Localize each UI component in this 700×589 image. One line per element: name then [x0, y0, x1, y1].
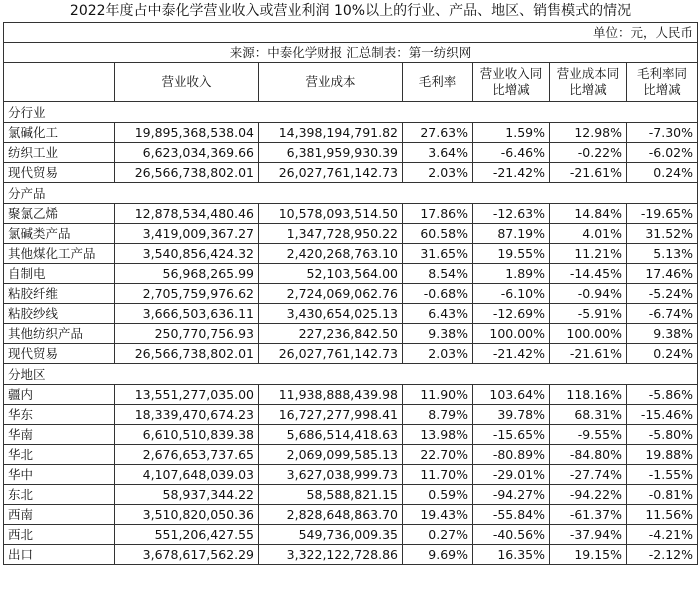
table-cell: 103.64%: [473, 385, 550, 405]
table-row: [4, 505, 698, 525]
page-title: 2022年度占中泰化学营业收入或营业利润 10%以上的行业、产品、地区、销售模式的情况: [69, 2, 632, 19]
table-row: [4, 344, 698, 364]
table-cell: -14.45%: [550, 264, 627, 284]
header-cell: 毛利率同比增减: [627, 63, 698, 102]
table-cell: 100.00%: [473, 324, 550, 344]
table-cell: 3,430,654,025.13: [259, 304, 403, 324]
table-cell: 87.19%: [473, 224, 550, 244]
table-cell: 58,588,821.15: [259, 485, 403, 505]
table-cell: 10,578,093,514.50: [259, 204, 403, 224]
table-cell: 31.65%: [403, 244, 473, 264]
table-cell: 6.43%: [403, 304, 473, 324]
table-cell: 6,381,959,930.39: [259, 143, 403, 163]
table-cell: -5.24%: [627, 284, 698, 304]
table-row: [4, 123, 698, 143]
table-cell: -0.68%: [403, 284, 473, 304]
table-cell: 8.79%: [403, 405, 473, 425]
table-cell: 0.59%: [403, 485, 473, 505]
table-cell: -94.27%: [473, 485, 550, 505]
table-row: [4, 485, 698, 505]
section-row: [4, 364, 698, 385]
table-row: [4, 405, 698, 425]
row-label: 华南: [4, 425, 115, 445]
row-label: 西北: [4, 525, 115, 545]
table-cell: -5.80%: [627, 425, 698, 445]
table-cell: 3,627,038,999.73: [259, 465, 403, 485]
table-row: [4, 224, 698, 244]
row-label: 粘胶纱线: [4, 304, 115, 324]
table-cell: 0.24%: [627, 344, 698, 364]
table-cell: 26,027,761,142.73: [259, 163, 403, 183]
table-cell: 56,968,265.99: [115, 264, 259, 284]
table-cell: -6.46%: [473, 143, 550, 163]
table-row: [4, 425, 698, 445]
header-cell: 营业收入同比增减: [473, 63, 550, 102]
table-cell: 11.90%: [403, 385, 473, 405]
table-row: [4, 143, 698, 163]
table-cell: 26,566,738,802.01: [115, 163, 259, 183]
row-label: 现代贸易: [4, 344, 115, 364]
table-row: [4, 204, 698, 224]
table-cell: 4.01%: [550, 224, 627, 244]
table-cell: -27.74%: [550, 465, 627, 485]
table-cell: -12.69%: [473, 304, 550, 324]
table-cell: 13.98%: [403, 425, 473, 445]
table-row: [4, 545, 698, 565]
unit-label: 单位：元，人民币: [4, 23, 698, 43]
table-cell: 8.54%: [403, 264, 473, 284]
table-cell: -15.65%: [473, 425, 550, 445]
report-table: [3, 0, 698, 565]
table-cell: 19.15%: [550, 545, 627, 565]
table-cell: -21.61%: [550, 344, 627, 364]
table-cell: -29.01%: [473, 465, 550, 485]
table-cell: 26,566,738,802.01: [115, 344, 259, 364]
table-cell: -19.65%: [627, 204, 698, 224]
table-cell: -84.80%: [550, 445, 627, 465]
table-cell: 2,420,268,763.10: [259, 244, 403, 264]
table-cell: 227,236,842.50: [259, 324, 403, 344]
table-row: [4, 465, 698, 485]
table-cell: -1.55%: [627, 465, 698, 485]
row-label: 其他煤化工产品: [4, 244, 115, 264]
table-cell: -37.94%: [550, 525, 627, 545]
table-cell: 16.35%: [473, 545, 550, 565]
row-label: 东北: [4, 485, 115, 505]
section-row: [4, 102, 698, 123]
row-label: 疆内: [4, 385, 115, 405]
table-cell: 3,510,820,050.36: [115, 505, 259, 525]
table-cell: 3,540,856,424.32: [115, 244, 259, 264]
table-cell: 60.58%: [403, 224, 473, 244]
table-cell: 3,419,009,367.27: [115, 224, 259, 244]
table-cell: -0.94%: [550, 284, 627, 304]
table-row: [4, 284, 698, 304]
table-cell: 3.64%: [403, 143, 473, 163]
table-cell: 14.84%: [550, 204, 627, 224]
table-cell: 31.52%: [627, 224, 698, 244]
section-title: 分行业: [4, 102, 698, 123]
row-label: 其他纺织产品: [4, 324, 115, 344]
table-cell: 9.38%: [627, 324, 698, 344]
table-cell: 250,770,756.93: [115, 324, 259, 344]
table-cell: 100.00%: [550, 324, 627, 344]
row-label: 出口: [4, 545, 115, 565]
table-row: [4, 264, 698, 284]
table-cell: 11.56%: [627, 505, 698, 525]
table-cell: 3,666,503,636.11: [115, 304, 259, 324]
table-cell: -55.84%: [473, 505, 550, 525]
table-row: [4, 163, 698, 183]
table-row: [4, 324, 698, 344]
table-cell: -9.55%: [550, 425, 627, 445]
row-label: 西南: [4, 505, 115, 525]
table-cell: -2.12%: [627, 545, 698, 565]
table-cell: 19,895,368,538.04: [115, 123, 259, 143]
table-cell: 58,937,344.22: [115, 485, 259, 505]
table-cell: 19.55%: [473, 244, 550, 264]
table-cell: 11.70%: [403, 465, 473, 485]
section-title: 分地区: [4, 364, 698, 385]
header-cell: 营业成本同比增减: [550, 63, 627, 102]
table-cell: -61.37%: [550, 505, 627, 525]
header-row: [4, 63, 698, 102]
table-cell: 0.27%: [403, 525, 473, 545]
table-cell: -0.81%: [627, 485, 698, 505]
table-cell: 12.98%: [550, 123, 627, 143]
header-cell: 营业收入: [115, 63, 259, 102]
section-title: 分产品: [4, 183, 698, 204]
table-row: [4, 385, 698, 405]
table-cell: -40.56%: [473, 525, 550, 545]
table-cell: 19.88%: [627, 445, 698, 465]
table-cell: -5.91%: [550, 304, 627, 324]
table-cell: 17.46%: [627, 264, 698, 284]
table-cell: 2,724,069,062.76: [259, 284, 403, 304]
table-cell: 14,398,194,791.82: [259, 123, 403, 143]
table-cell: 3,678,617,562.29: [115, 545, 259, 565]
table-cell: 6,623,034,369.66: [115, 143, 259, 163]
table-cell: 22.70%: [403, 445, 473, 465]
row-label: 粘胶纤维: [4, 284, 115, 304]
row-label: 华北: [4, 445, 115, 465]
table-row: [4, 304, 698, 324]
table-cell: 52,103,564.00: [259, 264, 403, 284]
table-cell: 5.13%: [627, 244, 698, 264]
table-cell: -6.02%: [627, 143, 698, 163]
table-cell: 18,339,470,674.23: [115, 405, 259, 425]
source-label: 来源：中泰化学财报 汇总制表：第一纺织网: [4, 43, 698, 63]
header-cell: [4, 63, 115, 102]
table-cell: 9.38%: [403, 324, 473, 344]
table-cell: 549,736,009.35: [259, 525, 403, 545]
table-cell: -21.61%: [550, 163, 627, 183]
table-cell: -80.89%: [473, 445, 550, 465]
table-cell: 11,938,888,439.98: [259, 385, 403, 405]
table-cell: -15.46%: [627, 405, 698, 425]
table-cell: 27.63%: [403, 123, 473, 143]
table-cell: 551,206,427.55: [115, 525, 259, 545]
table-cell: -12.63%: [473, 204, 550, 224]
table-cell: -21.42%: [473, 163, 550, 183]
row-label: 氯碱化工: [4, 123, 115, 143]
table-cell: 13,551,277,035.00: [115, 385, 259, 405]
table-cell: -94.22%: [550, 485, 627, 505]
table-cell: 1.59%: [473, 123, 550, 143]
table-cell: 26,027,761,142.73: [259, 344, 403, 364]
section-row: [4, 183, 698, 204]
table-cell: 2,676,653,737.65: [115, 445, 259, 465]
table-cell: -6.74%: [627, 304, 698, 324]
table-row: [4, 244, 698, 264]
table-cell: 12,878,534,480.46: [115, 204, 259, 224]
row-label: 自制电: [4, 264, 115, 284]
table-cell: 1,347,728,950.22: [259, 224, 403, 244]
table-cell: 17.86%: [403, 204, 473, 224]
row-label: 氯碱类产品: [4, 224, 115, 244]
header-cell: 营业成本: [259, 63, 403, 102]
table-cell: 3,322,122,728.86: [259, 545, 403, 565]
table-cell: 68.31%: [550, 405, 627, 425]
table-cell: -4.21%: [627, 525, 698, 545]
row-label: 华东: [4, 405, 115, 425]
table-cell: 11.21%: [550, 244, 627, 264]
table-cell: 6,610,510,839.38: [115, 425, 259, 445]
table-cell: 2,705,759,976.62: [115, 284, 259, 304]
table-cell: 4,107,648,039.03: [115, 465, 259, 485]
header-cell: 毛利率: [403, 63, 473, 102]
table-cell: 2.03%: [403, 344, 473, 364]
table-cell: -7.30%: [627, 123, 698, 143]
table-cell: -5.86%: [627, 385, 698, 405]
table-cell: -6.10%: [473, 284, 550, 304]
table-cell: 0.24%: [627, 163, 698, 183]
table-cell: 2,069,099,585.13: [259, 445, 403, 465]
table-cell: 2.03%: [403, 163, 473, 183]
row-label: 纺织工业: [4, 143, 115, 163]
table-cell: 2,828,648,863.70: [259, 505, 403, 525]
table-row: [4, 445, 698, 465]
table-cell: 9.69%: [403, 545, 473, 565]
table-cell: -0.22%: [550, 143, 627, 163]
table-cell: 39.78%: [473, 405, 550, 425]
table-cell: 19.43%: [403, 505, 473, 525]
row-label: 华中: [4, 465, 115, 485]
table-cell: -21.42%: [473, 344, 550, 364]
table-cell: 5,686,514,418.63: [259, 425, 403, 445]
table-row: [4, 525, 698, 545]
table-cell: 16,727,277,998.41: [259, 405, 403, 425]
row-label: 聚氯乙烯: [4, 204, 115, 224]
table-cell: 1.89%: [473, 264, 550, 284]
row-label: 现代贸易: [4, 163, 115, 183]
table-cell: 118.16%: [550, 385, 627, 405]
